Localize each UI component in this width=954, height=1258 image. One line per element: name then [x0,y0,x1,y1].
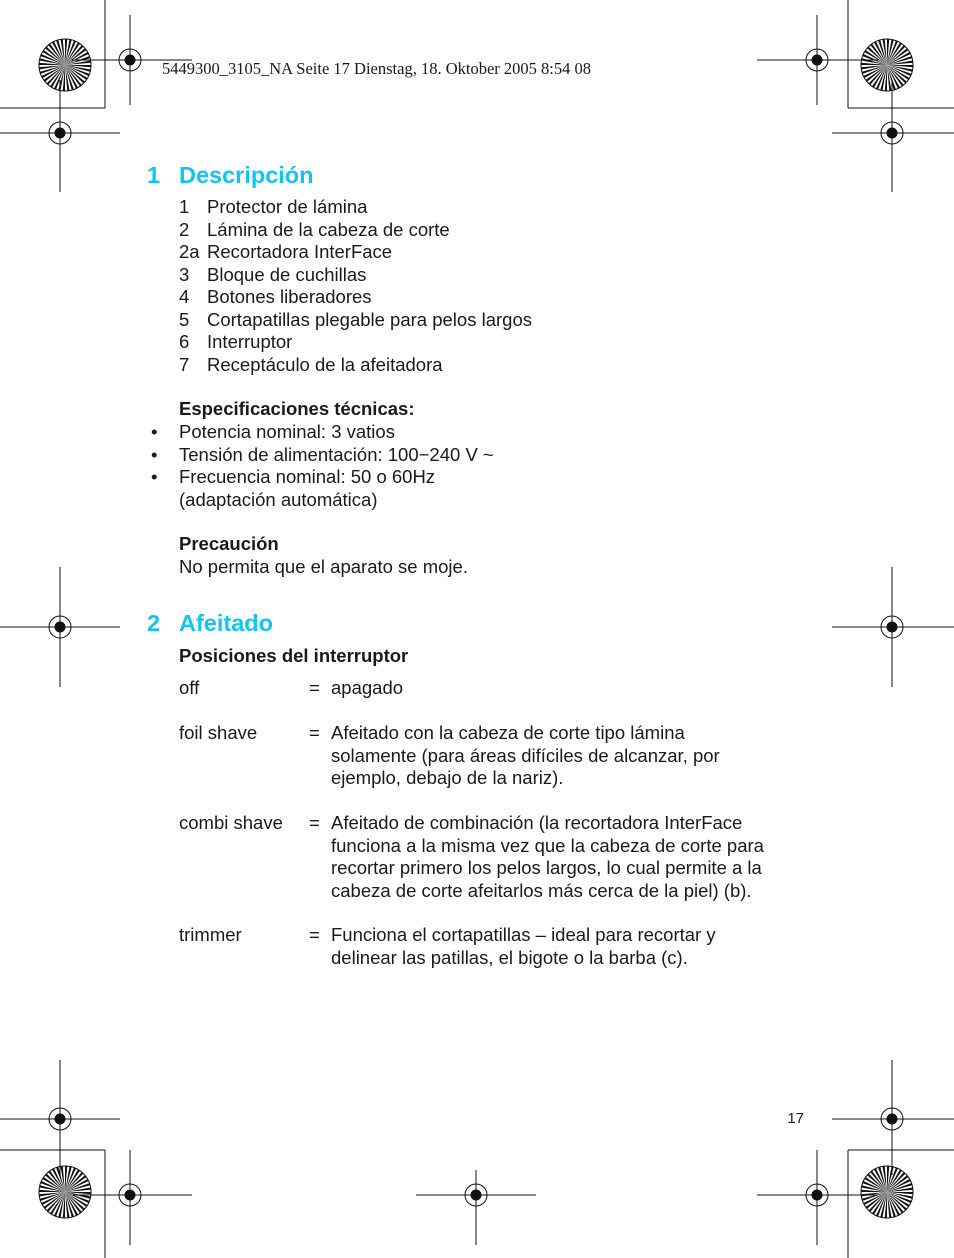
specs-list [151,421,779,511]
switch-mode-combi-shave [179,812,819,902]
description-line: solamente (para áreas difíciles de alcanzar, por [331,744,720,766]
equals-sign: = [309,812,320,833]
specs-heading: Especificaciones técnicas: [179,398,415,419]
list-item [179,196,779,219]
bullet-icon: • [151,466,158,487]
list-item [151,421,779,444]
description-line: cabeza de corte afeitarlos más cerca de la piel) (b). [331,879,752,901]
bullet-icon: • [151,443,158,465]
item-label: Recortadora InterFace [207,241,393,262]
description-line: Afeitado con la cabeza de corte tipo lámina [331,722,685,743]
parts-list [179,196,779,376]
list-item [151,466,779,489]
caution-text: No permita que el aparato se moje. [179,556,468,577]
mode-description [331,924,716,969]
switch-mode-off [179,677,819,700]
item-label: Receptáculo de la afeitadora [207,353,443,375]
mode-name: combi shave [179,812,283,833]
mode-name: foil shave [179,722,258,743]
spec-text: Tensión de alimentación: 100−240 V ~ [179,443,494,465]
switch-mode-trimmer [179,924,819,969]
list-item [179,241,779,264]
section-1-number: 1 [147,162,161,188]
description-line: ejemplo, debajo de la nariz). [331,767,564,788]
item-number: 7 [179,353,190,375]
spec-text: Potencia nominal: 3 vatios [179,421,395,442]
item-number: 2 [179,218,190,240]
list-item [179,309,779,332]
list-item [151,443,779,467]
description-line: Afeitado de combinación (la recortadora InterFace [331,812,743,833]
item-number: 5 [179,308,190,330]
list-item [179,264,779,287]
switch-mode-foil-shave [179,722,819,790]
item-label: Interruptor [207,331,293,352]
section-2-title: Afeitado [179,610,273,636]
item-label: Botones liberadores [207,286,372,307]
list-item [179,331,779,354]
item-number: 2a [179,241,200,262]
description-line: recortar primero los pelos largos, lo cual permite a la [331,857,762,878]
item-number: 3 [179,263,190,285]
list-item [179,219,779,242]
item-label: Lámina de la cabeza de corte [207,218,450,240]
starburst-icon [861,39,913,91]
item-label: Bloque de cuchillas [207,263,367,285]
item-number: 1 [179,196,190,217]
section-2-heading [147,610,447,640]
mode-name: trimmer [179,924,242,945]
switch-positions-heading: Posiciones del interruptor [179,645,409,666]
equals-sign: = [309,722,320,743]
item-number: 6 [179,331,190,352]
mode-description [331,812,764,902]
starburst-icon [861,1166,913,1218]
mode-name: off [179,677,200,698]
section-1-title: Descripción [179,162,314,188]
description-line: delinear las patillas, el bigote o la barba (c). [331,946,688,968]
list-item [179,354,779,377]
list-item [179,286,779,309]
page-number: 17 [787,1110,804,1127]
section-1-heading [147,162,447,192]
spec-note: (adaptación automática) [179,488,378,510]
mode-description [331,722,720,790]
section-2-number: 2 [147,610,161,636]
spec-text: Frecuencia nominal: 50 o 60Hz [179,466,436,487]
item-number: 4 [179,286,190,307]
item-label: Cortapatillas plegable para pelos largos [207,308,532,330]
starburst-icon [39,39,91,91]
mode-description [331,677,403,700]
starburst-icon [39,1166,91,1218]
equals-sign: = [309,677,320,698]
print-info-line: 5449300_3105_NA Seite 17 Dienstag, 18. Oktober 2005 8:54 08 [162,59,591,78]
description-line: Funciona el cortapatillas – ideal para recortar y [331,924,716,945]
description-line: apagado [331,677,404,698]
equals-sign: = [309,924,320,945]
item-label: Protector de lámina [207,196,368,217]
bullet-icon: • [151,421,158,442]
description-line: funciona a la misma vez que la cabeza de corte para [331,834,764,856]
caution-heading: Precaución [179,533,279,554]
